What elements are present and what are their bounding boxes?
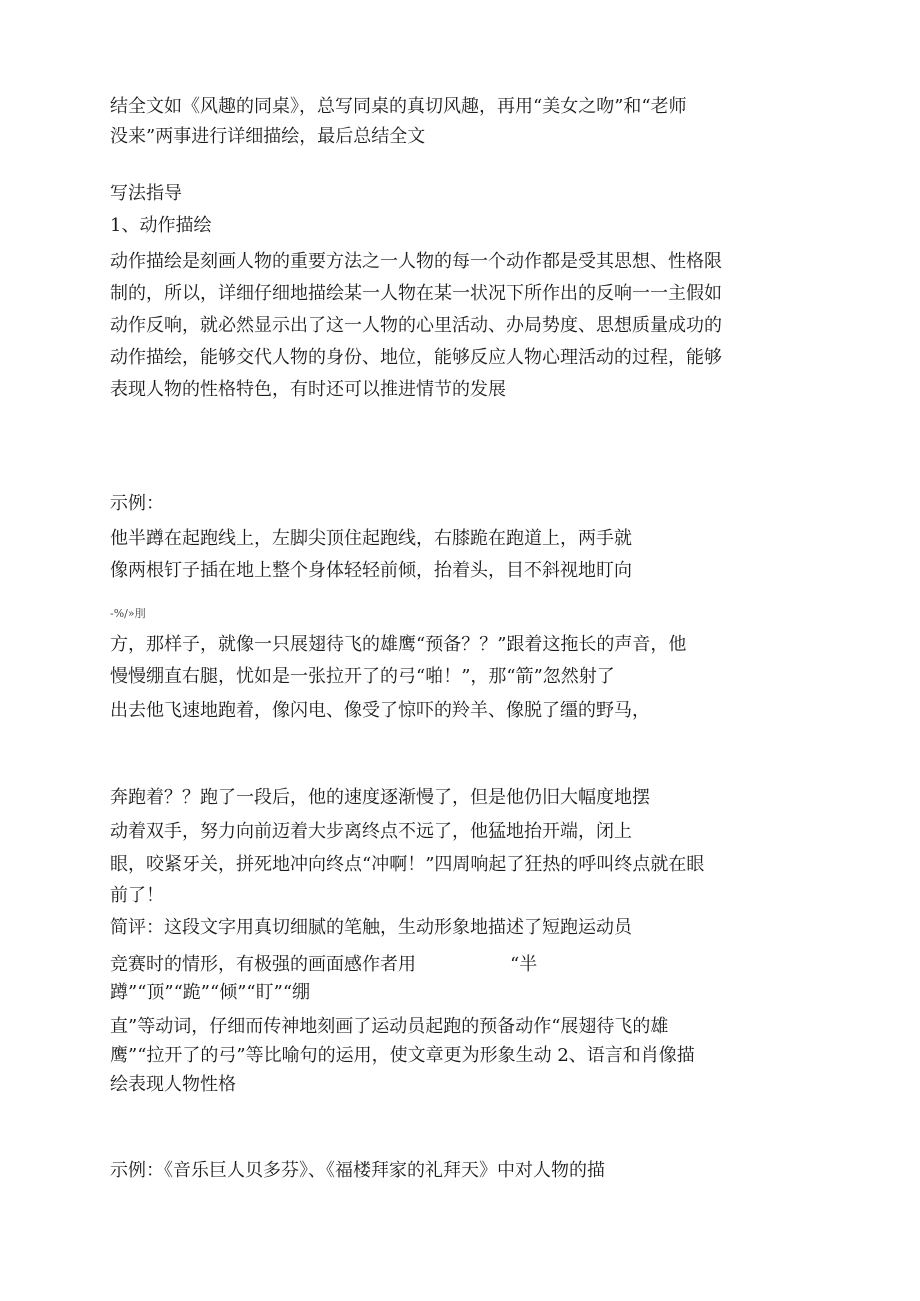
example-line: 出去他飞速地跑着，像闪电、像受了惊吓的羚羊、像脱了缰的野马，	[110, 700, 650, 721]
example-line: 动着双手，努力向前迈着大步离终点不远了，他猛地抬开端，闭上	[110, 821, 632, 842]
comment-line: 竞赛时的情形，有极强的画面感作者用	[110, 954, 416, 975]
comment-line-quote: “半	[510, 954, 538, 975]
example-line: 像两根钉子插在地上整个身体轻轻前倾，抬着头，目不斜视地盯向	[110, 560, 632, 581]
action-paragraph-line: 制的，所以，详细仔细地描绘某一人物在某一状况下所作出的反响一一主假如	[110, 283, 722, 304]
example-2-line: 示例：《音乐巨人贝多芬》、《福楼拜家的礼拜天》中对人物的描	[110, 1160, 605, 1181]
comment-line: 直”等动词，仔细而传神地刻画了运动员起跑的预备动作“展翅待飞的雄	[110, 1016, 669, 1037]
comment-line: 蹲”“顶”“跪”“倾”“盯”“绷	[110, 982, 311, 1003]
garbled-text: -%/»刖	[110, 607, 146, 620]
action-paragraph-line: 动作描绘，能够交代人物的身份、地位，能够反应人物心理活动的过程，能够	[110, 347, 722, 368]
example-line: 方，那样子，就像一只展翅待飞的雄鹰“预备？？”跟着这拖长的声音，他	[110, 634, 687, 655]
intro-line-1: 结全文如《风趣的同桌》，总写同桌的真切风趣，再用“美女之吻”和“老师	[110, 96, 687, 117]
example-label: 示例：	[110, 493, 164, 514]
comment-line: 鹰”“拉开了的弓”等比喻句的运用，使文章更为形象生动 2、语言和肖像描	[110, 1045, 695, 1066]
example-line: 慢慢绷直右腿，忧如是一张拉开了的弓“啪！”，那“箭”忽然射了	[110, 666, 615, 687]
action-paragraph-line: 表现人物的性格特色，有时还可以推进情节的发展	[110, 379, 506, 400]
example-line: 眼，咬紧牙关，拼死地冲向终点“冲啊！”四周响起了狂热的呼叫终点就在眼	[110, 854, 705, 875]
action-paragraph-line: 动作反响，就必然显示出了这一人物的心里活动、办局势度、思想质量成功的	[110, 315, 722, 336]
action-paragraph-line: 动作描绘是刻画人物的重要方法之一人物的每一个动作都是受其思想、性格限	[110, 251, 722, 272]
section-heading: 写法指导	[110, 183, 182, 204]
example-line: 前了！	[110, 885, 164, 906]
intro-line-2: 没来”两事进行详细描绘，最后总结全文	[110, 126, 426, 147]
comment-line: 绘表现人物性格	[110, 1074, 236, 1095]
example-line: 奔跑着？？跑了一段后，他的速度逐渐慢了，但是他仍旧大幅度地摆	[110, 787, 650, 808]
comment-line: 简评：这段文字用真切细腻的笔触，生动形象地描述了短跑运动员	[110, 917, 632, 938]
subsection-heading: 1、动作描绘	[110, 215, 212, 236]
example-line: 他半蹲在起跑线上，左脚尖顶住起跑线，右膝跪在跑道上，两手就	[110, 528, 632, 549]
